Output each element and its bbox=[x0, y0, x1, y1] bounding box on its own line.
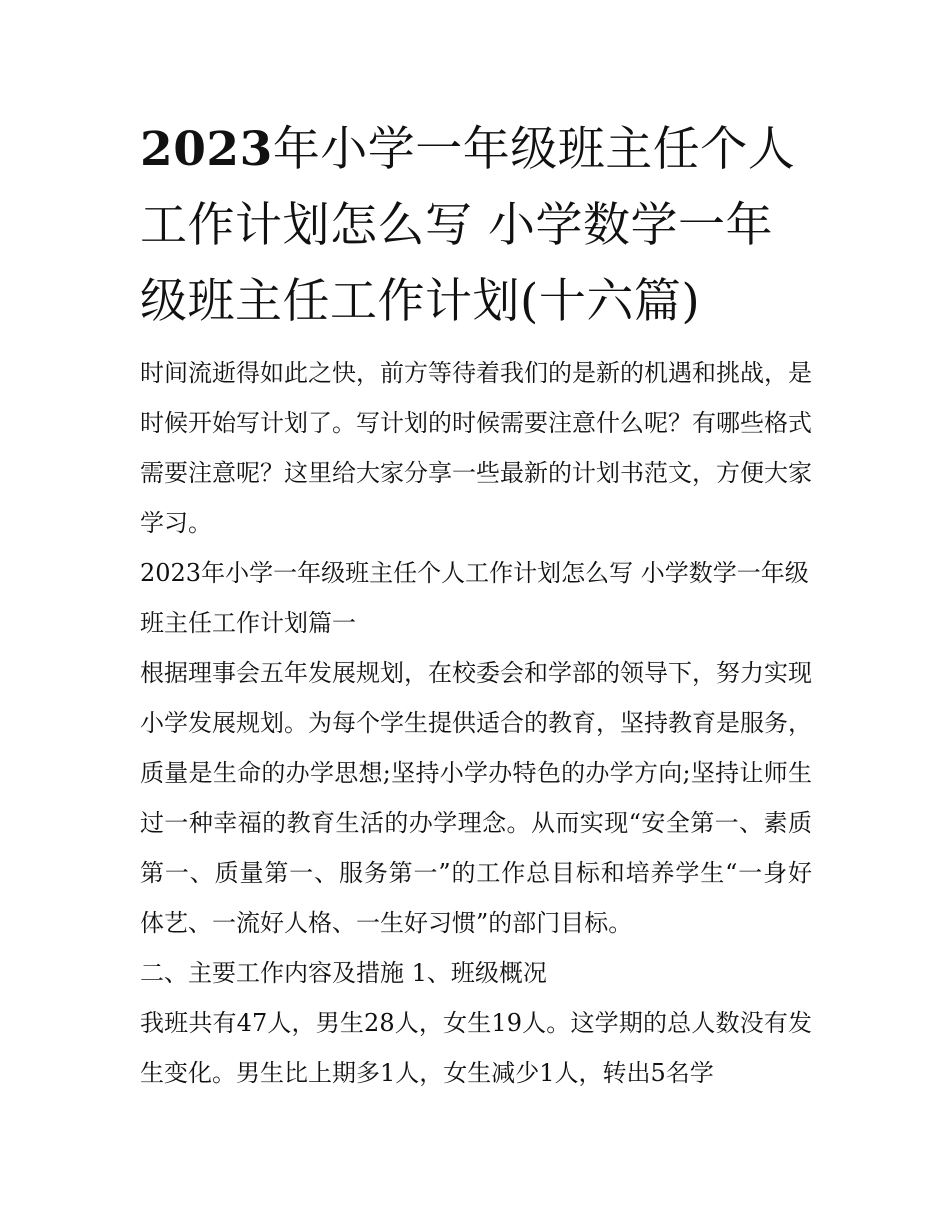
title-text: 年小学一年级班主任个人工作计划怎么写 小学数学一年级班主任工作计划(十六篇) bbox=[140, 122, 796, 329]
title-year: 2023 bbox=[140, 122, 273, 177]
intro-paragraph: 时间流逝得如此之快，前方等待着我们的是新的机遇和挑战，是时候开始写计划了。写计划的时候需要注意什么呢？有哪些格式需要注意呢？这里给大家分享一些最新的计划书范文，方便大家学习。 bbox=[140, 359, 812, 537]
section-heading: 2023年小学一年级班主任个人工作计划怎么写 小学数学一年级班主任工作计划篇一 bbox=[140, 559, 809, 637]
body-paragraph-2: 我班共有47人，男生28人，女生19人。这学期的总人数没有发生变化。男生比上期多1人，女生减少1人，转出5名学 bbox=[140, 1009, 812, 1087]
body-paragraph-1: 根据理事会五年发展规划，在校委会和学部的领导下，努力实现小学发展规划。为每个学生提供适合的教育，坚持教育是服务，质量是生命的办学思想;坚持小学办特色的办学方向;坚持让师生过一种幸福的教育生活的办学理念。从而实现“安全第一、素质第一、质量第一、服务第一”的工作总目标和培养学生“一身好体艺、一流好人格、一生好习惯”的部门目标。 bbox=[140, 659, 812, 937]
subheading: 二、主要工作内容及措施 1、班级概况 bbox=[140, 959, 547, 987]
document-title bbox=[140, 112, 812, 340]
document-page bbox=[140, 112, 812, 1098]
